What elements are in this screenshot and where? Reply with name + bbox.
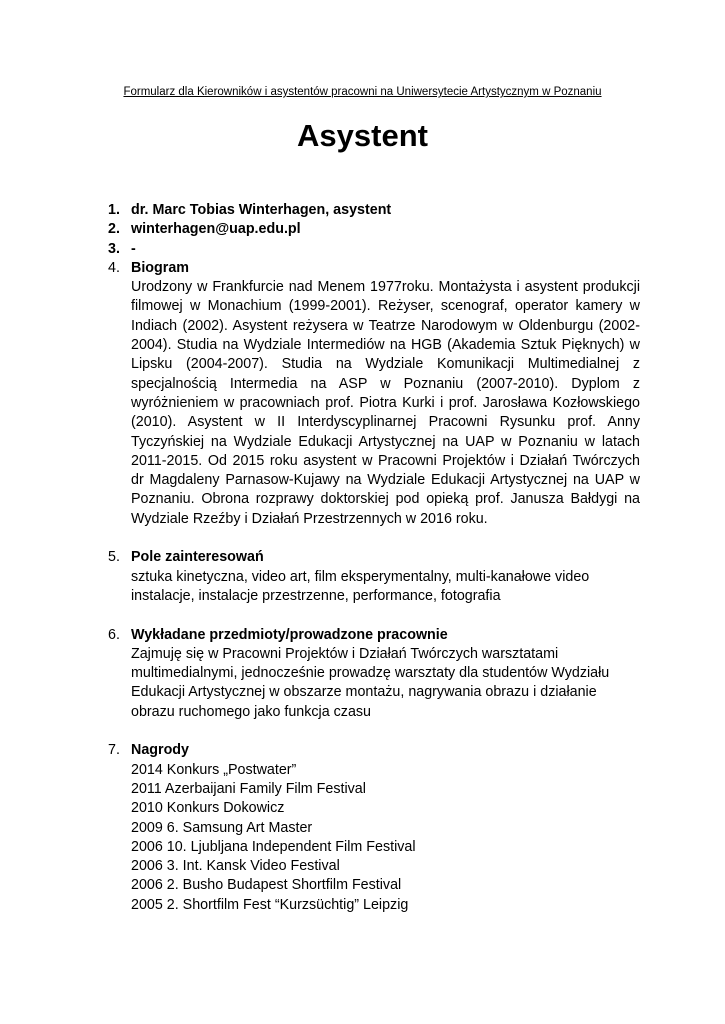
subjects-line: Zajmuję się w Pracowni Projektów i Działań Twórczych warsztatami	[131, 645, 559, 662]
item-number: 1.	[108, 202, 120, 218]
interests-line: sztuka kinetyczna, video art, film eksperymentalny, multi-kanałowe video	[131, 568, 590, 585]
section-heading-awards: Nagrody	[131, 742, 189, 759]
award-entry: 2011 Azerbaijani Family Film Festival	[131, 780, 366, 797]
list-item-biogram	[108, 259, 640, 529]
award-entry: 2009 6. Samsung Art Master	[131, 819, 313, 836]
award-entry: 2006 10. Ljubljana Independent Film Festival	[131, 838, 416, 855]
email-address: winterhagen@uap.edu.pl	[131, 221, 301, 238]
item-number: 3.	[108, 240, 120, 257]
interests-line: instalacje, instalacje przestrzenne, performance, fotografia	[131, 587, 501, 604]
subjects-line: multimedialnymi, jednocześnie prowadzę warsztaty dla studentów Wydziału	[131, 665, 610, 682]
numbered-list	[108, 201, 640, 915]
page-title: Asystent	[297, 118, 428, 153]
empty-value: -	[131, 240, 136, 257]
subjects-line: obrazu ruchomego jako funkcja czasu	[131, 703, 372, 720]
item-number: 2.	[108, 221, 120, 238]
item-number: 6.	[108, 626, 120, 643]
subjects-line: Edukacji Artystycznej w obszarze montażu, nagrywania obrazu i działanie	[131, 684, 597, 701]
list-item-interests	[108, 548, 640, 606]
list-item-subjects	[108, 626, 640, 722]
award-entry: 2010 Konkurs Dokowicz	[131, 800, 285, 817]
biogram-text: Urodzony w Frankfurcie nad Menem 1977roku. Montażysta i asystent produkcji filmowej w Monachium (1999-2001). Reżyser, scenograf, operator kamery w Indiach (2002). Asystent reżysera w Teatrze Narodowym w Oldenburgu (2002-2004). Studia na Wydziale Intermediów na HGB (Akademia Sztuk Pięknych) w Lipsku (2004-2007). Studia na Wydziale Komunikacji Multimedialnej z specjalnością Intermedia na ASP w Poznaniu (2007-2010). Dyplom z wyróżnieniem w pracowniach prof. Piotra Kurki i prof. Jarosława Kozłowskiego (2010). Asystent w II Interdyscyplinarnej Pracowni Rysunku prof. Anny Tyczyńskiej na Wydziale Edukacji Artystycznej na UAP w Poznaniu w latach 2011-2015. Od 2015 roku asystent w Pracowni Projektów i Działań Twórczych dr Magdaleny Parnasow-Kujawy na Wydziale Edukacji Artystycznej na UAP w Poznaniu. Obrona rozprawy doktorskiej pod opieką prof. Janusza Bałdygi na Wydziale Rzeźby i Działań Przestrzennych w 2016 roku.	[131, 279, 640, 527]
list-item-awards	[108, 741, 640, 915]
award-entry: 2006 3. Int. Kansk Video Festival	[131, 858, 340, 875]
item-number: 4.	[108, 259, 120, 276]
section-heading-biogram: Biogram	[131, 259, 189, 276]
item-number: 7.	[108, 742, 120, 759]
form-header: Formularz dla Kierowników i asystentów pracowni na Uniwersytecie Artystycznym w Poznaniu	[123, 86, 602, 98]
list-item-empty	[108, 240, 640, 259]
award-entry: 2005 2. Shortfilm Fest “Kurzsüchtig” Leipzig	[131, 896, 409, 913]
item-number: 5.	[108, 549, 120, 566]
name-position: dr. Marc Tobias Winterhagen, asystent	[131, 202, 392, 218]
award-entry: 2014 Konkurs „Postwater”	[131, 761, 297, 778]
list-item-name	[108, 201, 640, 220]
award-entry: 2006 2. Busho Budapest Shortfilm Festival	[131, 877, 402, 894]
section-heading-interests: Pole zainteresowań	[131, 549, 264, 566]
list-item-email	[108, 220, 640, 239]
section-heading-subjects: Wykładane przedmioty/prowadzone pracownie	[131, 626, 448, 643]
